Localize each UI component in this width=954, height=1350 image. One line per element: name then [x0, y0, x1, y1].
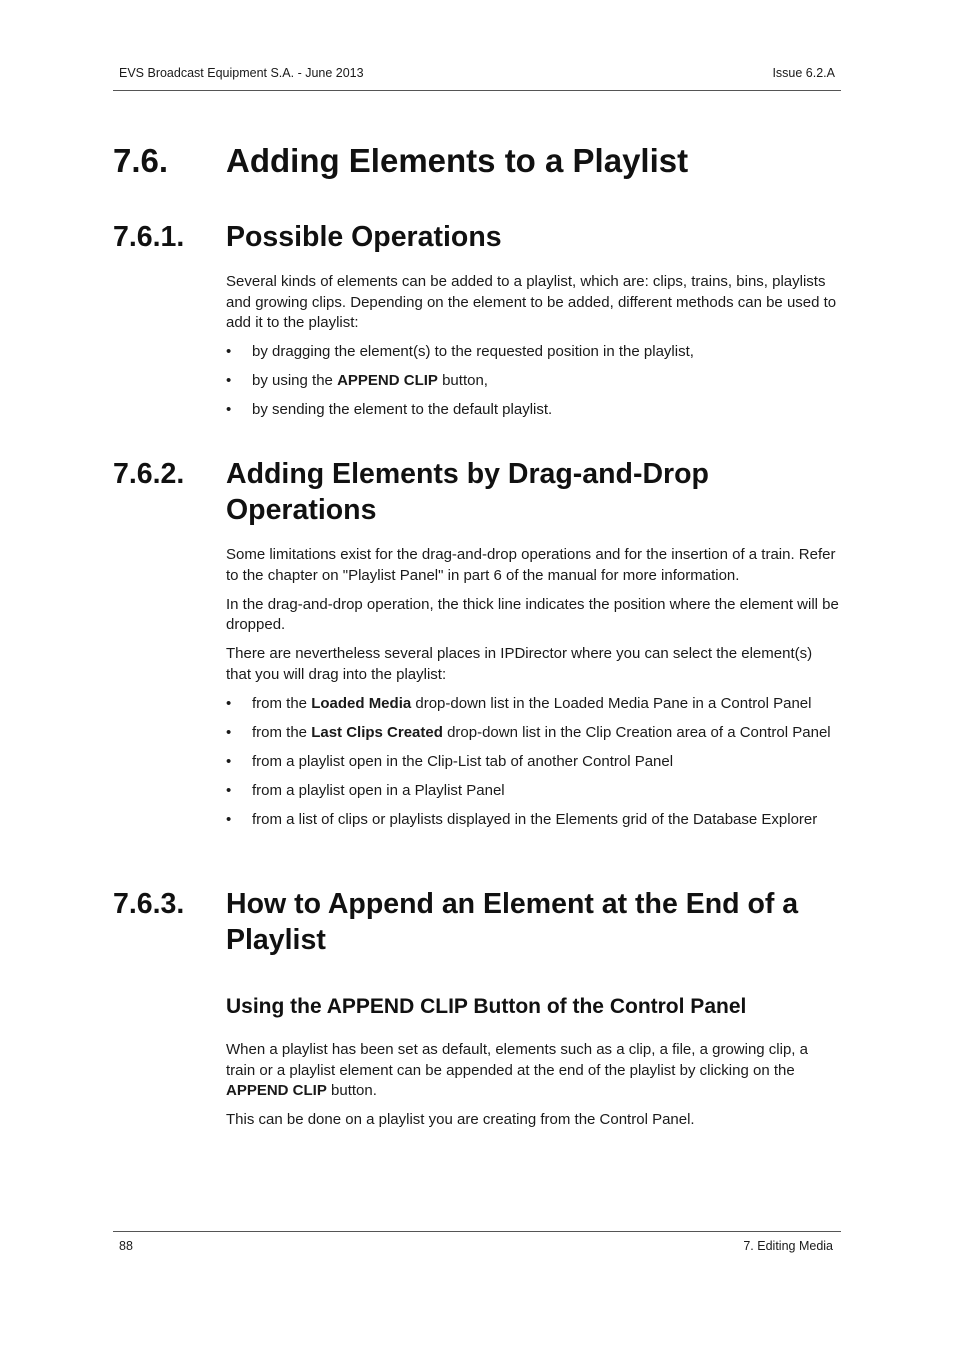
append-element-body	[226, 1040, 841, 1139]
paragraph: This can be done on a playlist you are creating from the Control Panel.	[226, 1111, 695, 1128]
paragraph: Some limitations exist for the drag-and-drop operations and for the insertion of a train. Refer to the chapter on "Playlist Panel" in part 6 of the manual for more information.	[226, 546, 836, 584]
drag-and-drop-body	[226, 545, 841, 839]
list-item: • by using the APPEND CLIP button,	[226, 371, 841, 392]
button-name: APPEND CLIP	[337, 372, 438, 389]
list-item: • from a playlist open in the Clip-List tab of another Control Panel	[226, 752, 841, 773]
list-item: • by sending the element to the default playlist.	[226, 400, 841, 421]
paragraph: There are nevertheless several places in IPDirector where you can select the element(s) that you will drag into the playlist:	[226, 645, 813, 683]
possible-operations-body	[226, 272, 841, 429]
section-heading-possible-operations	[113, 219, 841, 255]
section-title: Adding Elements to a Playlist	[226, 142, 689, 179]
section-title-line1: Adding Elements by Drag-and-Drop	[226, 458, 709, 490]
bullet-icon: •	[226, 372, 232, 389]
bullet-icon: •	[226, 343, 232, 360]
page-number: 88	[119, 1239, 133, 1253]
header-publisher: EVS Broadcast Equipment S.A. - June 2013	[119, 66, 364, 80]
section-number: 7.6.2.	[113, 458, 185, 490]
section-number: 7.6.3.	[113, 888, 185, 920]
section-title-line2: Playlist	[226, 924, 326, 956]
list-item: • from a list of clips or playlists displayed in the Elements grid of the Database Explorer	[226, 810, 841, 831]
section-number: 7.6.	[113, 142, 169, 179]
footer-chapter: 7. Editing Media	[743, 1239, 833, 1253]
bullet-icon: •	[226, 401, 232, 418]
list-item: • by dragging the element(s) to the requested position in the playlist,	[226, 342, 841, 363]
bullet-list	[226, 694, 841, 831]
paragraph: Several kinds of elements can be added to a playlist, which are: clips, trains, bins, playlists and growing clips. Depending on the element to be added, different methods can be used to add it to the playlist:	[226, 273, 837, 331]
bullet-icon: •	[226, 810, 232, 828]
bullet-icon: •	[226, 694, 232, 712]
bullet-icon: •	[226, 723, 232, 741]
section-title-line1: How to Append an Element at the End of a	[226, 888, 799, 920]
subheading-append-clip-button: Using the APPEND CLIP Button of the Control Panel	[226, 995, 747, 1018]
section-title-line2: Operations	[226, 494, 377, 526]
section-heading-append-element	[113, 886, 841, 958]
section-title: Possible Operations	[226, 221, 502, 253]
header-issue: Issue 6.2.A	[772, 66, 835, 80]
list-item: • from the Loaded Media drop-down list in the Loaded Media Pane in a Control Panel	[226, 694, 841, 715]
list-item: • from a playlist open in a Playlist Panel	[226, 781, 841, 802]
bullet-icon: •	[226, 781, 232, 799]
paragraph: In the drag-and-drop operation, the thick line indicates the position where the element will be dropped.	[226, 595, 839, 633]
section-heading-drag-and-drop	[113, 456, 841, 528]
button-name: APPEND CLIP	[226, 1082, 327, 1099]
page-footer	[113, 1231, 841, 1256]
bullet-list	[226, 342, 841, 421]
list-item: • from the Last Clips Created drop-down list in the Clip Creation area of a Control Panel	[226, 723, 841, 744]
bullet-icon: •	[226, 752, 232, 770]
section-heading-main	[113, 143, 841, 183]
section-number: 7.6.1.	[113, 221, 185, 253]
page-header	[113, 66, 841, 91]
paragraph: When a playlist has been set as default, elements such as a clip, a file, a growing clip, a train or a playlist element can be appended at the end of the playlist by clicking on the APPEND CLIP button.	[226, 1041, 808, 1099]
